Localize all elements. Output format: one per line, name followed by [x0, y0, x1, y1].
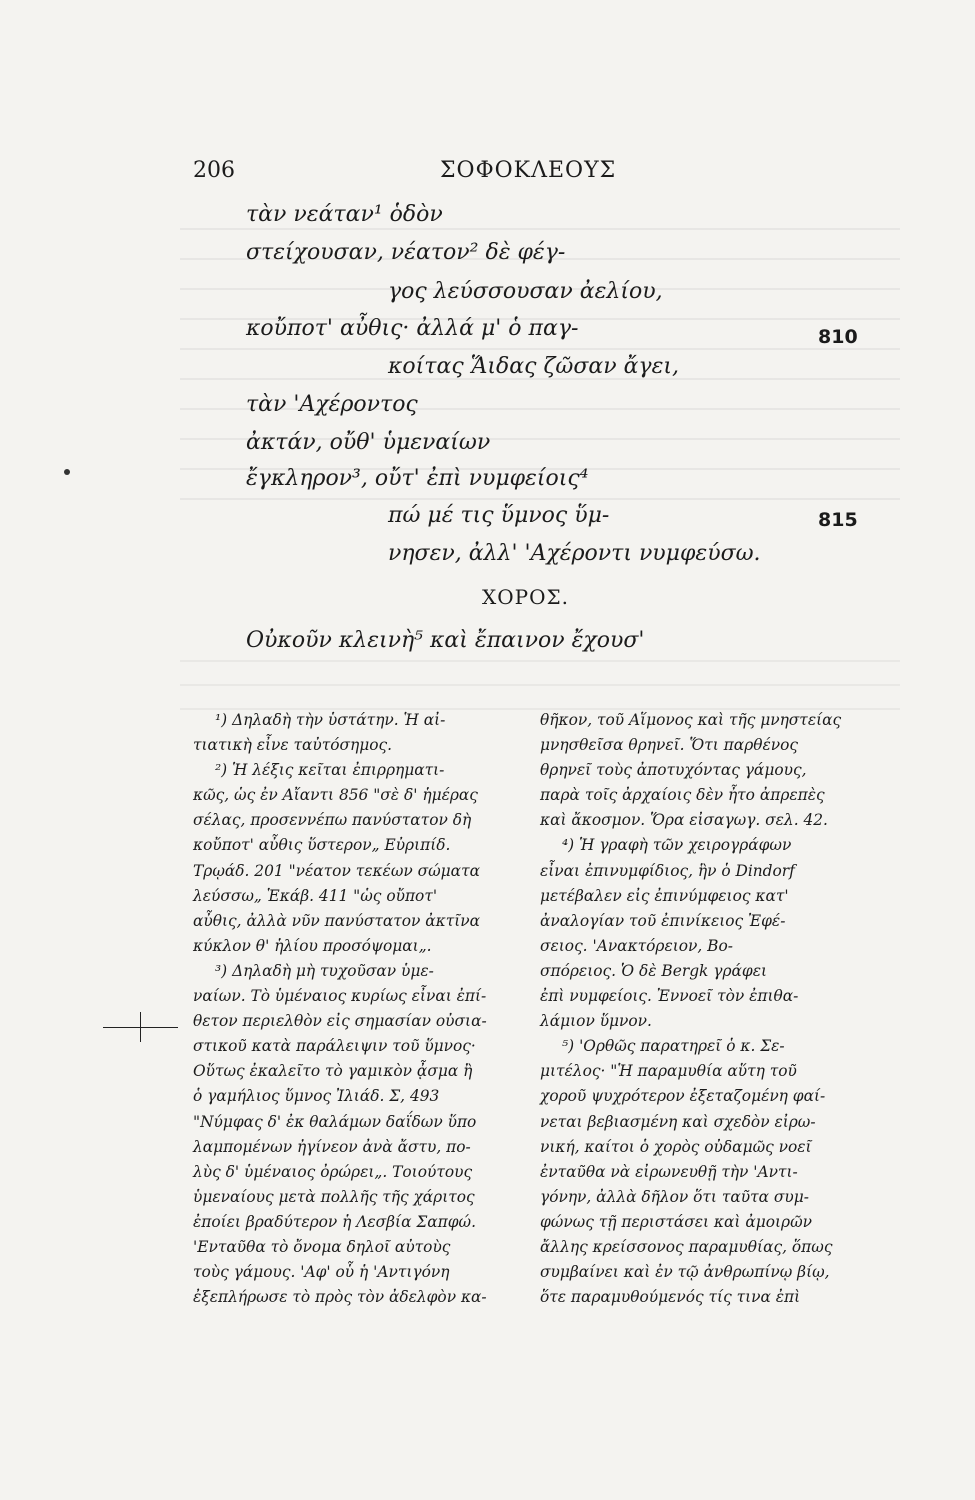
footnote-line: ὁ γαμήλιος ὕμνος Ἰλιάδ. Σ, 493: [193, 1087, 440, 1106]
footnote-line: αὖθις, ἀλλὰ νῦν πανύστατον ἀκτῖνα: [193, 911, 481, 930]
footnote-line: λὺς δ' ὑμέναιος ὀρώρει„. Τοιούτους: [193, 1162, 473, 1181]
footnote-line: μετέβαλεν εἰς ἐπινύμφειος κατ': [540, 886, 789, 905]
footnotes-right-column: [540, 708, 865, 1310]
footnote-line: παρὰ τοῖς ἀρχαίοις δὲν ἦτο ἀπρεπὲς: [540, 786, 825, 805]
footnotes-left-column: [193, 708, 518, 1310]
margin-tick: [140, 1012, 141, 1042]
footnote-line: σειος. 'Ανακτόρειον, Βο-: [540, 936, 733, 955]
footnote-line: Τρῳάδ. 201 "νέατον τεκέων σώματα: [193, 861, 480, 880]
footnote-line: ἄλλης κρείσσονος παραμυθίας, ὅπως: [540, 1237, 833, 1256]
verse-line: τὰν 'Αχέροντος: [246, 392, 418, 417]
footnote-line: 'Ενταῦθα τὸ ὄνομα δηλοῖ αὐτοὺς: [193, 1237, 451, 1256]
footnote-line: συμβαίνει καὶ ἐν τῷ ἀνθρωπίνῳ βίῳ,: [540, 1263, 830, 1282]
footnote-line: ²) Ἡ λέξις κεῖται ἐπιρρηματι-: [215, 761, 445, 780]
line-number-815: 815: [818, 509, 858, 531]
footnote-line: εἶναι ἐπινυμφίδιος, ἣν ὁ Dindorf: [540, 861, 795, 880]
footnote-line: γόνην, ἀλλὰ δῆλον ὅτι ταῦτα συμ-: [540, 1187, 809, 1206]
footnote-line: ¹) Δηλαδὴ τὴν ὑστάτην. Ἡ αἰ-: [215, 711, 446, 729]
footnote-line: σπόρειος. Ὁ δὲ Bergk γράφει: [540, 961, 767, 980]
footnote-line: θῆκον, τοῦ Αἵμονος καὶ τῆς μνηστείας: [540, 711, 842, 729]
footnote-line: ὅτε παραμυθούμενός τίς τινα ἐπὶ: [540, 1288, 801, 1307]
footnote-line: μιτέλος· "Ἡ παραμυθία αὕτη τοῦ: [540, 1062, 797, 1081]
speaker-label: ΧΟΡΟΣ.: [482, 585, 569, 609]
footnote-line: ⁵) 'Ορθῶς παρατηρεῖ ὁ κ. Σε-: [562, 1037, 785, 1056]
footnote-line: "Νύμφας δ' ἐκ θαλάμων δαΐδων ὕπο: [193, 1112, 477, 1131]
footnote-line: λαμπομένων ἠγίνεον ἀνὰ ἄστυ, πο-: [193, 1137, 471, 1156]
margin-dot: [64, 469, 70, 475]
footnote-line: στικοῦ κατὰ παράλειψιν τοῦ ὕμνος·: [193, 1037, 476, 1056]
chorus-line: Οὐκοῦν κλεινὴ⁵ καὶ ἔπαινον ἔχουσ': [246, 628, 645, 653]
footnote-line: καὶ ἄκοσμον. Ὅρα εἰσαγωγ. σελ. 42.: [540, 811, 828, 830]
footnote-line: λεύσσω„ Ἑκάβ. 411 "ὡς οὔποτ': [193, 886, 438, 905]
footnote-line: ἐποίει βραδύτερον ἡ Λεσβία Σαπφώ.: [193, 1212, 476, 1231]
verse-line: κοίτας Ἅιδας ζῶσαν ἄγει,: [388, 354, 680, 379]
verse-line: τὰν νεάταν¹ ὁδὸν: [246, 202, 443, 227]
verse-line: πώ μέ τις ὕμνος ὕμ-: [388, 503, 610, 528]
line-number-810: 810: [818, 326, 858, 348]
footnote-line: ἐπὶ νυμφείοις. Ἐννοεῖ τὸν ἐπιθα-: [540, 987, 799, 1006]
verse-line: γος λεύσσουσαν ἀελίου,: [388, 279, 663, 304]
footnote-line: λάμιον ὕμνον.: [540, 1012, 652, 1031]
verse-line: στείχουσαν, νέατον² δὲ φέγ-: [246, 240, 566, 265]
footnote-line: σέλας, προσεννέπω πανύστατον δὴ: [193, 811, 472, 830]
footnote-line: ⁴) Ἡ γραφὴ τῶν χειρογράφων: [562, 836, 792, 855]
footnote-line: χοροῦ ψυχρότερον ἐξεταζομένη φαί-: [540, 1087, 826, 1106]
footnote-line: κοὔποτ' αὖθις ὕστερον„ Εὐριπίδ.: [193, 836, 451, 855]
footnote-line: θρηνεῖ τοὺς ἀποτυχόντας γάμους,: [540, 761, 807, 780]
footnote-line: ³) Δηλαδὴ μὴ τυχοῦσαν ὑμε-: [215, 961, 434, 980]
footnote-line: φώνως τῇ περιστάσει καὶ ἀμοιρῶν: [540, 1212, 812, 1231]
footnote-line: μνησθεῖσα θρηνεῖ. Ὅτι παρθένος: [540, 736, 799, 755]
footnote-line: ἐνταῦθα νὰ εἰρωνευθῇ τὴν 'Αντι-: [540, 1162, 798, 1181]
verse-line: ἀκτάν, οὔθ' ὑμεναίων: [246, 430, 491, 455]
footnote-line: νική, καίτοι ὁ χορὸς οὐδαμῶς νοεῖ: [540, 1137, 812, 1156]
running-head-title: ΣΟΦΟΚΛΕΟΥΣ: [440, 158, 617, 183]
footnote-line: τοὺς γάμους. 'Αφ' οὗ ἡ 'Αντιγόνη: [193, 1263, 450, 1282]
footnote-line: ναίων. Τὸ ὑμέναιος κυρίως εἶναι ἐπί-: [193, 987, 487, 1006]
verse-line: ἔγκληρον³, οὔτ' ἐπὶ νυμφείοις⁴: [246, 466, 589, 491]
footnote-line: κῶς, ὡς ἐν Αἴαντι 856 "σὲ δ' ἡμέρας: [193, 786, 478, 805]
footnote-line: Οὕτως ἐκαλεῖτο τὸ γαμικὸν ᾆσμα ἢ: [193, 1062, 473, 1081]
footnote-line: κύκλον θ' ἡλίου προσόψομαι„.: [193, 936, 432, 955]
page-number: 206: [193, 158, 235, 183]
footnote-line: ἀναλογίαν τοῦ ἐπινίκειος Ἐφέ-: [540, 911, 786, 930]
footnote-line: νεται βεβιασμένη καὶ σχεδὸν εἰρω-: [540, 1112, 816, 1131]
footnote-line: ὑμεναίους μετὰ πολλῆς τῆς χάριτος: [193, 1187, 475, 1206]
verse-line: νησεν, ἀλλ' 'Αχέροντι νυμφεύσω.: [388, 541, 761, 566]
footnote-line: ἐξεπλήρωσε τὸ πρὸς τὸν ἀδελφὸν κα-: [193, 1288, 487, 1307]
footnote-line: τιατικὴ εἶνε ταὐτόσημος.: [193, 736, 393, 755]
verse-line: κοὔποτ' αὖθις· ἀλλά μ' ὁ παγ-: [246, 316, 579, 341]
footnote-line: θετον περιελθὸν εἰς σημασίαν οὐσια-: [193, 1012, 487, 1031]
